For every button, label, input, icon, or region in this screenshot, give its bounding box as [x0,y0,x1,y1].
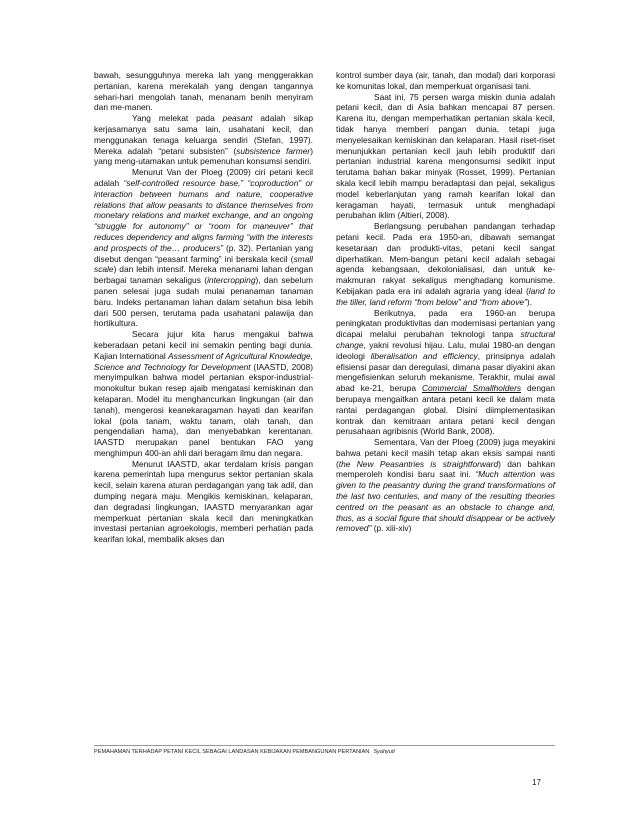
emphasis-text: structural change [336,329,555,350]
text-run: (IAASTD, 2008) menyimpulkan bahwa model pertanian ekspor-industrial-monokultur bukan resep ajaib mengatasi kemiskinan dan kelaparan. Model itu menghancurkan lingkungan (air dan tanah), mengerosi keanekaragaman hayati dan kearifan lokal (pola tanam, waktu tanam, olah tanah, dan pengendalian hama), dan menyebabkan kerentanan. IAASTD merupakan panel bentukan FAO yang menghimpun 400-an ahli dari beragam ilmu dan negara. [94,361,313,458]
footer-divider [94,745,555,746]
text-run: , prinsipnya adalah efisiensi pasar dan deregulasi, dimana pasar diyakini akan mengefisienkan seluruh mekanisme. Terakhir, mulai awal abad ke-21, berupa [336,350,556,394]
emphasis-text: small scale [94,253,313,275]
text-run: Secara jujur kita harus mengakui bahwa keberadaan petani kecil ini semakin penting bagi dunia. Kajian International [94,329,313,361]
text-run: Berlangsung perubahan pandangan terhadap petani kecil. Pada era 1950-an, dibawah semangat kesetaraan dan produkti-vitas, petani kecil sangat diperhatikan. Mem-bangun petani kecil adalah sebagai agenda kebangsaan, dekolonialisasi, dan untuk ke-makmuran rakyat sekaligus menghadang komunisme. Kebijakan pada era ini adalah agraria yang ideal ( [336,221,555,296]
text-run: Saat ini, 75 persen warga miskin dunia adalah petani kecil, dan di Asia bahkan mencapai 87 persen. Karena itu, dengan memperhatikan pertanian skala kecil, tidak hanya memberi pangan dunia, tetapi juga menyelesaikan kemiskinan dan kelaparan. Hasil riset-riset menunjukkan pertanian kecil jauh lebih produktif dari pertanian industrial karena mengonsumsi sedikit input terutama bahan bakar minyak (Rosset, 1999). Pertanian skala kecil lebih mampu beradaptasi dan pejal, sekaligus model keberlanjutan yang ramah kearifan lokal dan keragaman hayati, termasuk untuk menghadapi perubahan iklim (Altieri, 2008). [336,91,555,221]
right-column [336,70,555,534]
text-run: ) dan bahkan memperoleh kondisi baru saat ini. [336,458,555,480]
paragraph [336,437,555,534]
text-run: kontrol sumber daya (air, tanah, dan modal) dari korporasi ke komunitas lokal, dan memperkuat organisasi tani. [336,70,555,91]
text-run: ) yang meng-utamakan untuk pemenuhan konsumsi sendiri. [94,145,314,167]
text-run: bawah, sesungguhnya mereka lah yang menggerakkan pertanian, karena merekalah yang dengan tangannya sehari-hari mengolah tanah, menanam benih menyiram dan me-manen. [94,70,313,113]
paragraph [94,167,313,329]
text-run: adalah sikap kerjasamanya satu sama lain, usahatani kecil, dan menggunakan tenaga keluarga sendiri (Stefan, 1997). Mereka adalah “petani subsisten” ( [94,113,314,156]
emphasis-text: peasant [222,113,253,124]
emphasis-text: Assessment of Agricultural Knowledge, Science and Technology for Development [94,350,313,372]
page-number: 17 [532,778,541,787]
emphasis-text: liberalisation and efficiency [370,350,478,361]
text-run: Sementara, Van der Ploeg (2009) juga meyakini bahwa petani kecil masih tetap akan eksis sampai nanti ( [336,437,555,469]
emphasis-text: Commercial Smallholders [421,383,522,394]
emphasis-text: land to the tiller, land reform “from below” and “from above” [336,285,555,307]
text-run: Yang melekat pada [132,113,223,124]
text-run: (p. 32). Pertanian yang disebut dengan “peasant farming” ini berskala kecil ( [94,242,313,264]
emphasis-text: “Much attention was given to the peasantry during the grand transformations of the last two centuries, and many of the resulting theories centred on the peasant as an obstacle to change and, thus, as a social figure that should disappear or be actively removed” [336,469,555,534]
emphasis-text: subsistence farmer [236,145,311,156]
paragraph [94,113,313,167]
footer-title: PEMAHAMAN TERHADAP PETANI KECIL SEBAGAI LANDASAN KEBIJAKAN PEMBANGUNAN PERTANIAN [94,749,370,755]
text-run: ) dan lebih intensif. Mereka menanami lahan dengan berbagai tanaman sekaligus ( [94,264,313,286]
paragraph [94,329,313,459]
paragraph [94,70,313,113]
left-column [94,70,313,545]
text-run: , yakni revolusi hijau. Lalu, mulai 1980-an dengan ideologi [336,339,555,361]
emphasis-text: the New Peasantries is straightforward [338,458,499,469]
emphasis-text: intercropping [207,275,256,286]
paragraph [336,92,555,222]
running-footer [94,749,395,755]
text-run: dengan berupaya mengaitkan antara petani kecil ke dalam mata rantai perdagangan global. Disini diimplementasikan kontrak dan kemitraan antara petani kecil dengan perusahaan agribisnis (World Bank, 2008). [336,383,555,437]
paragraph [94,459,313,545]
paragraph [336,221,555,307]
footer-author: Syahyuti [373,749,395,755]
text-run: Menurut IAASTD, akar terdalam krisis pangan karena pemerintah lupa mengurus sektor pertanian skala kecil, selain karena aturan perdagangan yang tak adil, dan dumping negara maju. Mengikis kemiskinan, kelaparan, dan degradasi lingkungan, IAASTD menyarankan agar memperkuat pertanian skala kecil dan meningkatkan investasi pertanian agroekologis, memberi perhatian pada kearifan lokal, membalik akses dan [94,458,313,545]
text-run: ), dan sebelum panen selesai juga sudah mulai penanaman tanaman baru. Indeks pertanaman lahan dalam setahun bisa lebih dari 500 persen, terutama pada usahatani palawija dan hortikultura. [94,275,314,329]
text-run: (p. xiii-xiv) [371,523,412,534]
paragraph [336,308,555,438]
paragraph [336,70,555,92]
emphasis-text: “self-controlled resource base,” “coproduction” or interaction between humans and nature, cooperative relations that allow peasants to distance themselves from monetary relations and market exchange, and an ongoing “struggle for autonomy” or “room for maneuver” that reduces dependency and aligns farming “with the interests and prospects of the… producers” [94,177,314,253]
text-run: Menurut Van der Ploeg (2009) ciri petani kecil adalah [94,167,313,188]
text-run: Berikutnya, pada era 1960-an berupa peningkatan produktivitas dan modernisasi pertanian yang dicapai melalui perubahan teknologi tanpa [336,307,555,340]
text-run: ). [526,296,532,307]
